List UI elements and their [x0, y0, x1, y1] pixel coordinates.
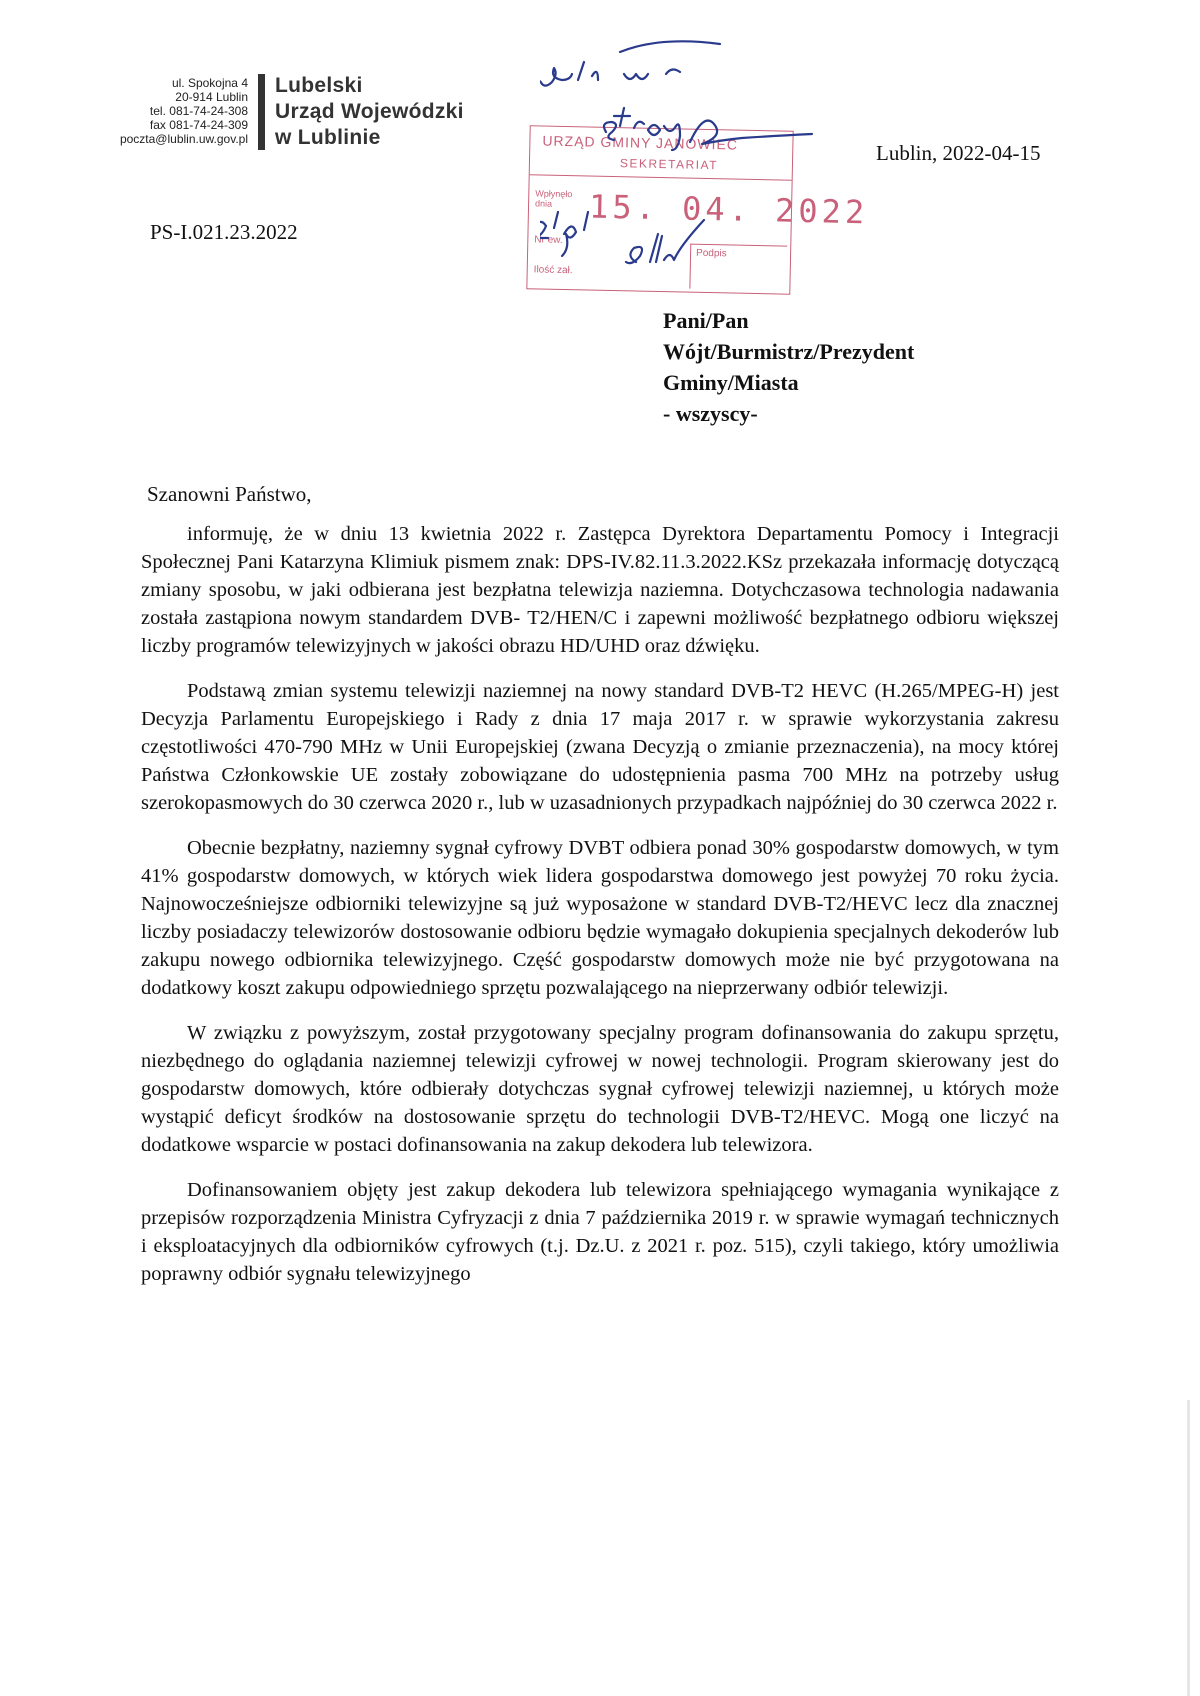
address-street: ul. Spokojna 4 — [171, 76, 248, 90]
handwritten-initials — [626, 220, 704, 263]
stamp-number-label: Nr ew. — [534, 234, 563, 246]
addressee-line-1: Pani/Pan — [663, 308, 749, 333]
handwritten-annotations — [540, 30, 1000, 320]
handwritten-note-word-2 — [624, 69, 680, 79]
body-paragraph-1: informuję, że w dniu 13 kwietnia 2022 r. Zastępca Dyrektora Departamentu Pomocy i Integracji Społecznej Pani Katarzyna Klimiuk pismem znak: DPS-IV.82.11.3.2022.KSz przekazała informację dotyczącą zmiany sposobu, w jaki odbierana jest bezpłatna telewizja naziemna. Dotychczasowa technologia nadawania została zastąpiona nowym standardem DVB- T2/HEN/C i zapewni możliwość bezpłatnego odbioru większej liczby programów telewizyjnych w jakości obrazu HD/UHD oraz dźwięku. — [141, 523, 1059, 657]
stamp-attachments-label: Ilość zał. — [533, 264, 573, 277]
salutation: Szanowni Państwo, — [147, 482, 312, 506]
addressee-line-4: - wszyscy- — [663, 401, 758, 426]
body-paragraph-2: Podstawą zmian systemu telewizji naziemnej na nowy standard DVB-T2 HEVC (H.265/MPEG-H) jest Decyzja Parlamentu Europejskiego i Rady z dnia 17 maja 2017 r. w sprawie wykorzystania zakresu częstotliwości 470-790 MHz w Unii Europejskiej (zwana Decyzją o zmianie przeznaczenia), na mocy której Państwa Członkowskie UE zostały zobowiązane do udostępnienia pasma 700 MHz na potrzeby usług szerokopasmowych do 30 czerwca 2020 r., lub w uzasadnionych przypadkach najpóźniej do 30 czerwca 2022 r. — [141, 680, 1059, 814]
stamp-office: URZĄD GMINY JANOWIEC — [542, 132, 739, 153]
scan-edge-shadow — [1187, 1400, 1190, 1696]
stamp-signature-label: Podpis — [695, 247, 727, 260]
address-fax: fax 081-74-24-309 — [149, 118, 248, 132]
stamp-department: SEKRETARIAT — [619, 156, 719, 173]
address-phone: tel. 081-74-24-308 — [149, 104, 248, 118]
addressee-line-3: Gminy/Miasta — [663, 370, 799, 395]
institution-name — [275, 73, 464, 151]
address-email: poczta@lublin.uw.gov.pl — [119, 132, 248, 146]
letter-date: Lublin, 2022-04-15 — [876, 141, 1041, 165]
stamp-received-label: Wpłynęło dnia — [535, 188, 573, 209]
letterhead-divider — [258, 74, 265, 150]
address-city: 20-914 Lublin — [175, 90, 248, 104]
addressee-block — [663, 305, 914, 429]
handwritten-overline — [620, 41, 720, 52]
stamp-received-date: 15. 04. 2022 — [588, 187, 869, 232]
institution-line-2: Urząd Wojewódzki — [275, 100, 464, 123]
institution-line-3: w Lublinie — [275, 126, 381, 149]
handwritten-note-word-1 — [540, 62, 598, 86]
letter-body — [141, 520, 1059, 1305]
addressee-line-2: Wójt/Burmistrz/Prezydent — [663, 339, 915, 364]
handwritten-flourish — [690, 121, 812, 144]
reference-number: PS-I.021.23.2022 — [150, 220, 298, 244]
handwritten-note-word-3 — [604, 108, 680, 150]
institution-line-1: Lubelski — [275, 74, 363, 97]
sender-address — [60, 76, 248, 146]
body-paragraph-4: W związku z powyższym, został przygotowany specjalny program dofinansowania do zakupu sprzętu, niezbędnego do oglądania naziemnej telewizji cyfrowej w nowej technologii. Program skierowany jest do gospodarstw domowych, które odbierały dotychczas sygnał cyfrowej telewizji naziemnej, u których może wystąpić deficyt środków na dostosowanie sprzętu do technologii DVB-T2/HEVC. Mogą one liczyć na dodatkowe wsparcie w postaci dofinansowania na zakup dekodera lub telewizora. — [141, 1022, 1059, 1156]
body-paragraph-3: Obecnie bezpłatny, naziemny sygnał cyfrowy DVBT odbiera ponad 30% gospodarstw domowych, w tym 41% gospodarstw domowych, w których wiek lidera gospodarstwa domowego jest powyżej 70 roku życia. Najnowocześniejsze odbiorniki telewizyjne są już wyposażone w standard DVB-T2/HEVC lecz dla znacznej liczby posiadaczy telewizorów dostosowanie odbioru będzie wymagało dokupienia specjalnych dekoderów lub zakupu nowego odbiornika telewizyjnego. Część gospodarstw domowych może nie być przygotowana na dodatkowy koszt zakupu odpowiedniego sprzętu pozwalającego na nieprzerwany odbiór telewizji. — [141, 837, 1059, 999]
body-paragraph-5: Dofinansowaniem objęty jest zakup dekodera lub telewizora spełniającego wymagania wynikające z przepisów rozporządzenia Ministra Cyfryzacji z dnia 7 października 2019 r. w sprawie wymagań technicznych i eksploatacyjnych dla odbiorników cyfrowych (t.j. Dz.U. z 2021 r. poz. 515), czyli takiego, który umożliwia poprawny odbiór sygnału telewizyjnego — [141, 1179, 1059, 1285]
handwritten-registry-number — [540, 212, 588, 256]
